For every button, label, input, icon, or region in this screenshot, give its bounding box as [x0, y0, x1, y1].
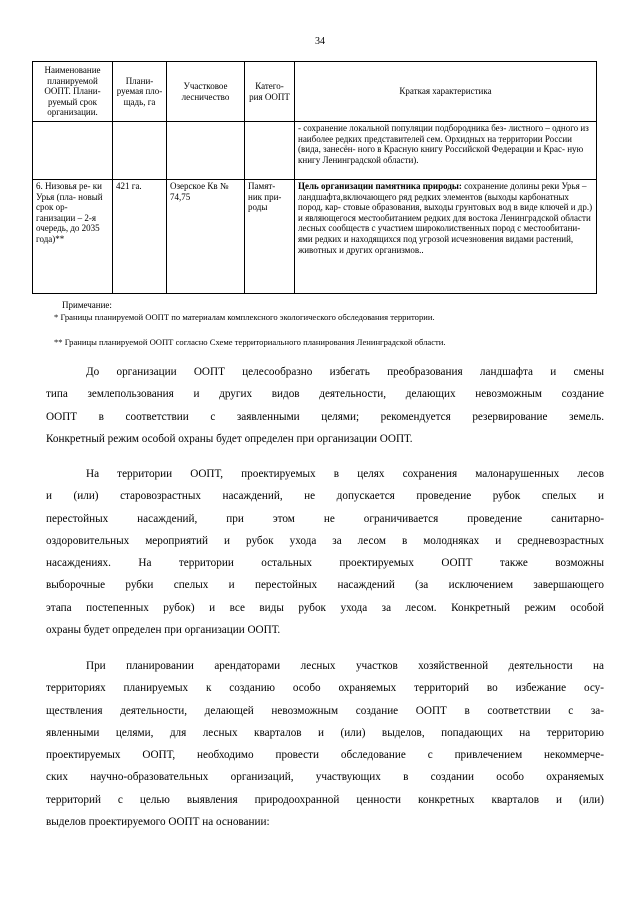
paragraph-line: этапа постепенных рубок) и все виды рубок ухода за лесом. Конкретный режим особой: [46, 601, 604, 614]
paragraph-line: проектируемых ООПТ, необходимо провести обследование с привлечением некоммерче-: [46, 749, 604, 762]
paragraph-line: территорий с целью выявления природоохранной ценности конкретных кварталов и (или): [46, 793, 604, 806]
description-bold: Цель организации памятника природы:: [298, 181, 462, 191]
header-area: Плани- руемая пло- щадь, га: [113, 62, 167, 122]
paragraph-line: ществления деятельности, делающей невозможным создание ООПТ в соответствии с за-: [46, 704, 604, 717]
header-description: Краткая характеристика: [295, 62, 597, 122]
paragraph-line: типа землепользования и других видов деятельности, делающих невозможным создание: [46, 388, 604, 401]
page-number: 34: [315, 36, 325, 47]
description-text: сохранение долины реки Урья – ландшафта,включающего ряд редких элементов (выходы карбонатных пород, кар- стовые образования, выходы грунтовых вод в виде ключей и др.) и являющегося местообитанием редких для востока Ленинградской области лесных сообществ с участием широколиственных пород с местообитани- ями редких и находящихся под угрозой исчезновения видами растений, животных и других организмов..: [298, 181, 593, 255]
table-row: [33, 180, 597, 294]
paragraph-line: На территории ООПТ, проектируемых в целях сохранения малонарушенных лесов: [86, 468, 604, 480]
header-forestry: Участковое лесничество: [167, 62, 245, 122]
cell-forestry: Озерское Кв № 74,75: [167, 180, 245, 294]
paragraph-1: [46, 361, 604, 450]
ootp-table: [32, 61, 597, 294]
paragraph-line: Конкретный режим особой охраны будет определен при организации ООПТ.: [46, 432, 413, 445]
paragraph-line: ских научно-образовательных организаций, участвующих в создании особо охраняемых: [46, 771, 604, 784]
paragraph-line: выделов проектируемого ООПТ на основании:: [46, 816, 270, 829]
cell-empty: [245, 122, 295, 180]
paragraph-line: насаждениях. На территории остальных проектируемых ООПТ также возможны: [46, 557, 604, 570]
cell-description: - сохранение локальной популяции подбородника без- листного – одного из наиболее редких представителей сем. Орхидных на территории России (вида, занесён- ного в Красную книгу Российской Федерации и Крас- ную книгу Ленинградской области).: [295, 122, 597, 180]
cell-description: [295, 180, 597, 294]
note-1: * Границы планируемой ООПТ по материалам комплексного экологического обследования территории.: [54, 312, 435, 322]
paragraph-line: перестойных насаждений, при этом не ограничивается проведение санитарно-: [46, 512, 604, 525]
paragraph-line: охраны будет определен при организации ООПТ.: [46, 624, 281, 637]
paragraph-line: территориях планируемых к созданию особо охраняемых территорий во избежание осу-: [46, 682, 604, 695]
paragraph-line: При планировании арендаторами лесных участков хозяйственной деятельности на: [86, 660, 604, 672]
cell-area: 421 га.: [113, 180, 167, 294]
cell-empty: [167, 122, 245, 180]
paragraph-line: ООПТ в соответствии с заявленными целями; рекомендуется резервирование земель.: [46, 410, 604, 423]
note-2: ** Границы планируемой ООПТ согласно Схеме территориального планирования Ленинградской области.: [54, 337, 446, 347]
table-header-row: [33, 62, 597, 122]
note-title: Примечание:: [62, 300, 112, 310]
paragraph-3: [46, 655, 604, 833]
table-row-continuation: [33, 122, 597, 180]
paragraph-line: До организации ООПТ целесообразно избегать преобразования ландшафта и смены: [86, 366, 604, 378]
paragraph-2: [46, 463, 604, 641]
paragraph-line: оздоровительных мероприятий и рубок ухода за лесом в молодняках и средневозрастных: [46, 534, 604, 547]
cell-category: Памят- ник при- роды: [245, 180, 295, 294]
cell-empty: [33, 122, 113, 180]
paragraph-line: и (или) старовозрастных насаждений, не допускается проведение рубок спелых и: [46, 490, 604, 503]
paragraph-line: явленными целями, для лесных кварталов и (или) выделов, попадающих на территорию: [46, 726, 604, 739]
cell-empty: [113, 122, 167, 180]
header-category: Катего- рия ООПТ: [245, 62, 295, 122]
header-name: Наименование планируемой ООПТ. Плани- руемый срок организации.: [33, 62, 113, 122]
cell-name: 6. Низовья ре- ки Урья (пла- новый срок ор- ганизации – 2-я очередь, до 2035 года)**: [33, 180, 113, 294]
paragraph-line: выборочные рубки спелых и перестойных насаждений (за исключением завершающего: [46, 579, 604, 592]
